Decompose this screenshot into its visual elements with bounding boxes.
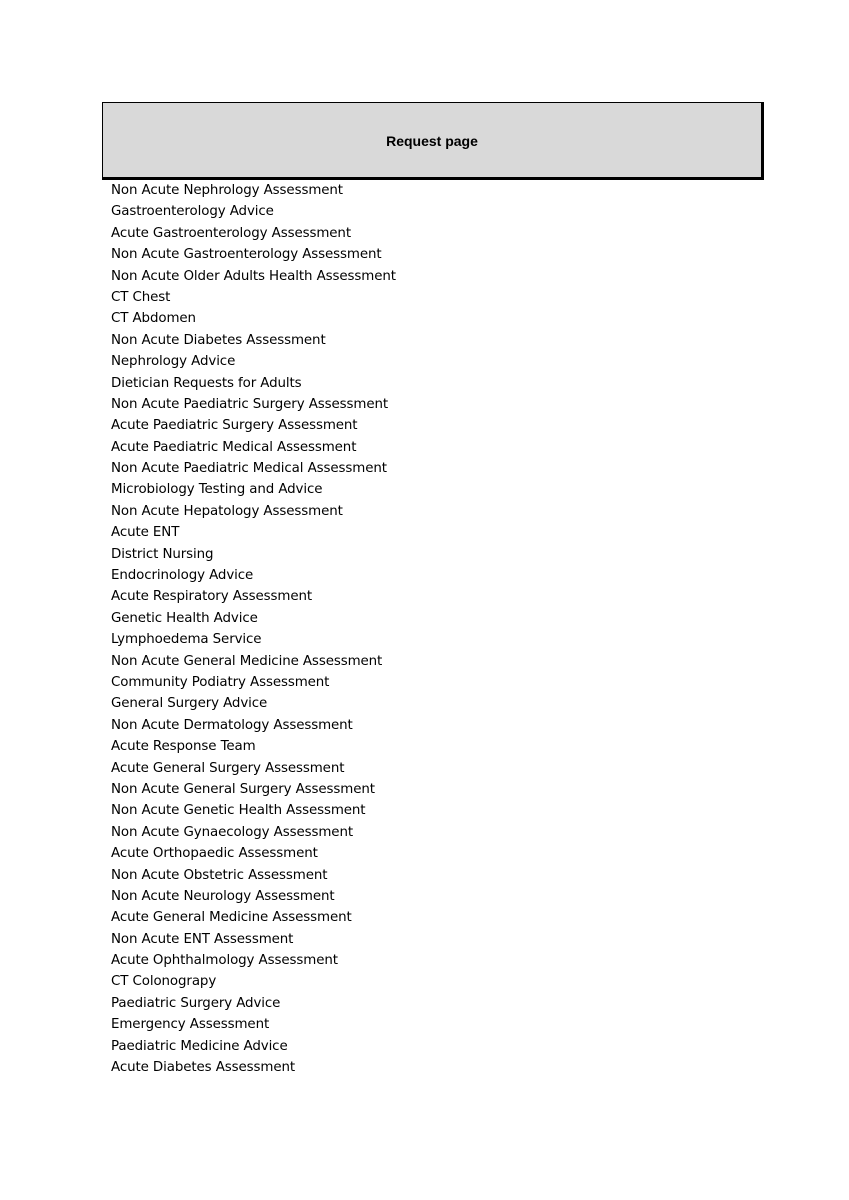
request-item: Non Acute Hepatology Assessment: [111, 503, 343, 519]
request-item: General Surgery Advice: [111, 696, 268, 712]
request-item: Non Acute Diabetes Assessment: [111, 332, 326, 348]
request-item: Non Acute Gynaecology Assessment: [111, 824, 353, 840]
request-item: Non Acute Dermatology Assessment: [111, 717, 353, 733]
request-item: Non Acute Paediatric Medical Assessment: [111, 461, 387, 477]
header-box: [102, 102, 764, 180]
request-item: Non Acute Obstetric Assessment: [111, 867, 328, 883]
request-item: Non Acute ENT Assessment: [111, 931, 294, 947]
request-item: Acute Ophthalmology Assessment: [111, 953, 338, 969]
request-list: [111, 180, 396, 1078]
request-item: Non Acute Neurology Assessment: [111, 888, 335, 904]
request-item: Nephrology Advice: [111, 354, 236, 370]
request-item: Non Acute Gastroenterology Assessment: [111, 247, 382, 263]
request-item: Acute Gastroenterology Assessment: [111, 225, 351, 241]
request-item: Community Podiatry Assessment: [111, 674, 330, 690]
request-item: Non Acute General Medicine Assessment: [111, 653, 383, 669]
request-item: Microbiology Testing and Advice: [111, 482, 323, 498]
request-item: Dietician Requests for Adults: [111, 375, 302, 391]
request-item: Lymphoedema Service: [111, 632, 262, 648]
request-item: Acute Respiratory Assessment: [111, 589, 313, 605]
request-item: Acute Diabetes Assessment: [111, 1060, 296, 1076]
request-item: Acute Response Team: [111, 739, 256, 755]
request-item: Acute General Surgery Assessment: [111, 760, 345, 776]
request-item: Acute General Medicine Assessment: [111, 910, 352, 926]
request-item: Acute Paediatric Medical Assessment: [111, 439, 357, 455]
request-item: Non Acute Paediatric Surgery Assessment: [111, 396, 389, 412]
request-item: Non Acute Nephrology Assessment: [111, 183, 343, 198]
request-item: Non Acute Genetic Health Assessment: [111, 803, 366, 819]
request-item: CT Abdomen: [111, 311, 196, 327]
request-item: Acute Orthopaedic Assessment: [111, 846, 318, 862]
request-item: Paediatric Medicine Advice: [111, 1038, 288, 1054]
page-title: Request page: [386, 133, 478, 149]
request-item: Acute Paediatric Surgery Assessment: [111, 418, 358, 434]
request-item: District Nursing: [111, 546, 214, 562]
request-item: CT Colonograpy: [111, 974, 217, 990]
request-item: Emergency Assessment: [111, 1017, 270, 1033]
request-item: Non Acute Older Adults Health Assessment: [111, 268, 396, 284]
request-item: Gastroenterology Advice: [111, 204, 274, 220]
request-item: Genetic Health Advice: [111, 610, 258, 626]
request-item: Paediatric Surgery Advice: [111, 995, 281, 1011]
request-item: CT Chest: [111, 289, 171, 305]
request-item: Endocrinology Advice: [111, 568, 254, 584]
request-item: Acute ENT: [111, 525, 180, 541]
request-item: Non Acute General Surgery Assessment: [111, 781, 375, 797]
